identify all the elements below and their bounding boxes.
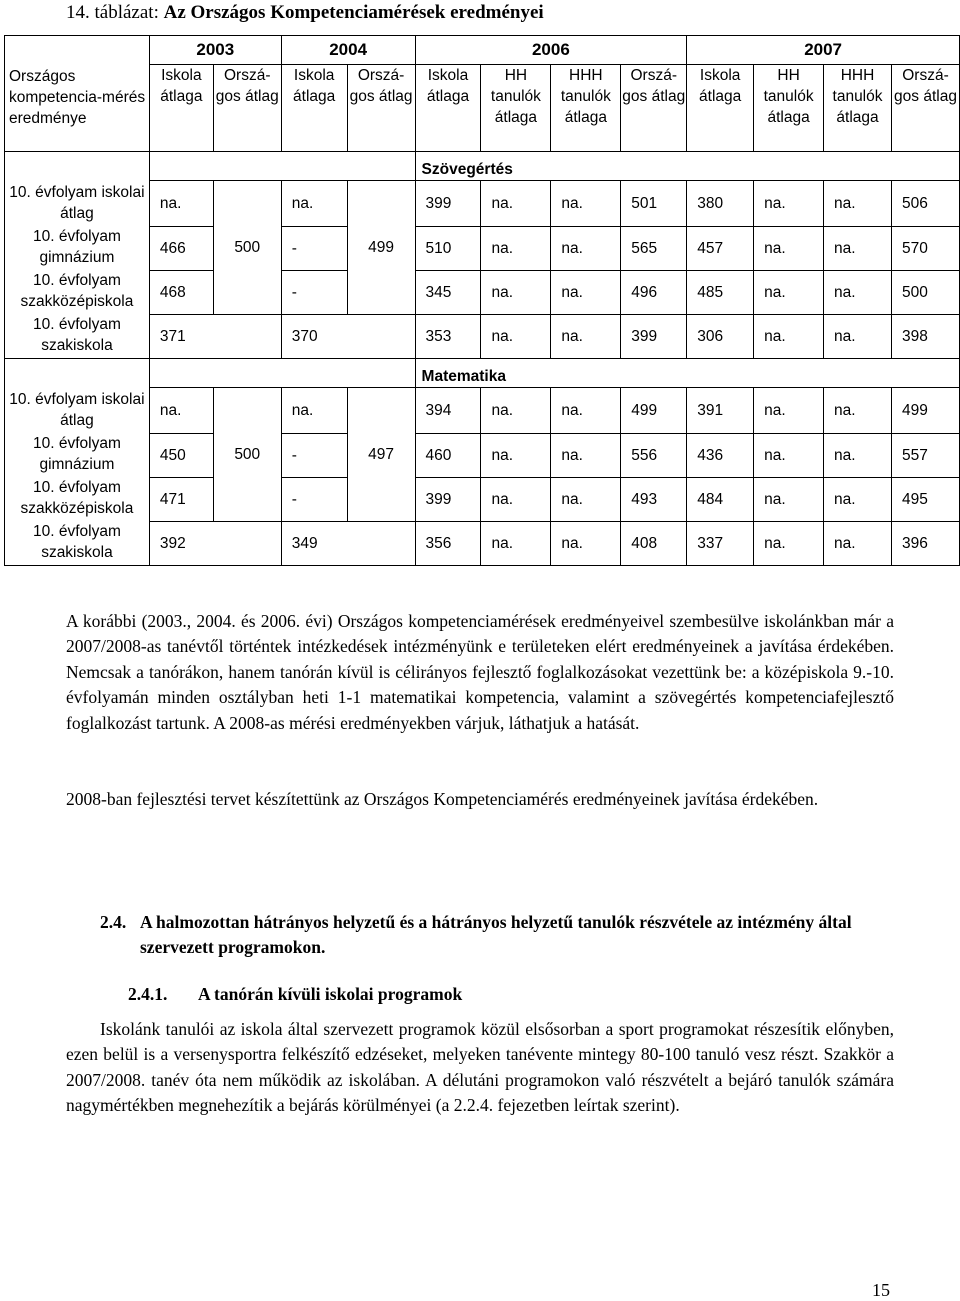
cell: na. (551, 434, 621, 478)
cell: na. (551, 315, 621, 359)
national-2004-reading: 499 (347, 181, 415, 315)
cell: na. (149, 388, 213, 434)
cell: na. (824, 181, 892, 227)
cell: 370 (281, 315, 415, 359)
cell: na. (754, 388, 824, 434)
row-label: 10. évfolyam szakiskola (32, 316, 121, 354)
cell: 496 (621, 271, 687, 315)
section-title-reading: Szövegértés (415, 152, 959, 181)
national-2004-math: 497 (347, 388, 415, 522)
cell: na. (824, 271, 892, 315)
cell: 466 (149, 227, 213, 271)
col-header: HH tanulók átlaga (481, 65, 551, 152)
national-2003-reading: 500 (213, 181, 281, 315)
cell: na. (551, 271, 621, 315)
col-header: Orszá-gos átlag (621, 65, 687, 152)
cell: na. (824, 315, 892, 359)
caption-title: Az Országos Kompetenciamérések eredményei (163, 2, 544, 23)
row-label: 10. évfolyam gimnázium (32, 228, 121, 266)
row-label: 10. évfolyam iskolai átlag (9, 184, 145, 222)
cell: 501 (621, 181, 687, 227)
cell: 337 (687, 522, 754, 566)
cell: 408 (621, 522, 687, 566)
cell: 353 (415, 315, 481, 359)
section-title-2-4: A halmozottan hátrányos helyzetű és a hátrányos helyzetű tanulók részvétele az intézmény által szervezett programokon. (140, 912, 852, 957)
cell: na. (754, 522, 824, 566)
cell: 399 (415, 478, 481, 522)
cell: na. (281, 388, 347, 434)
cell: 510 (415, 227, 481, 271)
section-number-2-4-1: 2.4.1. (128, 984, 168, 1004)
national-2003-math: 500 (213, 388, 281, 522)
cell: 506 (891, 181, 959, 227)
cell: 392 (149, 522, 281, 566)
cell: 570 (891, 227, 959, 271)
cell: 306 (687, 315, 754, 359)
cell: na. (754, 315, 824, 359)
section-number-2-4: 2.4. (100, 912, 127, 932)
cell: na. (754, 271, 824, 315)
cell: 556 (621, 434, 687, 478)
cell: na. (481, 227, 551, 271)
cell: na. (551, 388, 621, 434)
cell: - (281, 227, 347, 271)
cell: na. (824, 434, 892, 478)
cell: na. (754, 478, 824, 522)
cell: na. (481, 522, 551, 566)
cell: na. (481, 315, 551, 359)
row-label: 10. évfolyam szakiskola (32, 523, 121, 561)
row-label: 10. évfolyam gimnázium (32, 435, 121, 473)
cell: 499 (891, 388, 959, 434)
col-header: Iskola átlaga (687, 65, 754, 152)
row-label: 10. évfolyam iskolai átlag (9, 391, 145, 429)
cell: na. (754, 227, 824, 271)
cell: 399 (415, 181, 481, 227)
col-header: HHH tanulók átlaga (551, 65, 621, 152)
cell: na. (481, 478, 551, 522)
cell: 557 (891, 434, 959, 478)
paragraph-programs: Iskolánk tanulói az iskola által szervezett programok közül elsősorban a sport programokat részesítik előnyben, ezen belül is a versenysportra felkészítő edzéseket, melyeken tanévente mintegy 80-100 tanuló vesz részt. Szakkör a 2007/2008. tanév óta nem működik az iskolában. A délutáni programokon való részvételt a bejáró tanulók számára nagymértékben megnehezítik a bejárás körülményei (a 2.2.4. fejezetben leírtak szerint). (66, 1019, 894, 1116)
cell: na. (281, 181, 347, 227)
cell: na. (481, 388, 551, 434)
row-label: 10. évfolyam szakközépiskola (20, 479, 134, 517)
cell: na. (149, 181, 213, 227)
cell: 484 (687, 478, 754, 522)
col-header: HHH tanulók átlaga (824, 65, 892, 152)
cell: 380 (687, 181, 754, 227)
cell: 450 (149, 434, 213, 478)
col-header: Orszá-gos átlag (213, 65, 281, 152)
cell: 398 (891, 315, 959, 359)
year-2007: 2007 (687, 36, 960, 65)
cell: 500 (891, 271, 959, 315)
col-header: Iskola átlaga (149, 65, 213, 152)
cell: - (281, 434, 347, 478)
row-labels-math (5, 359, 150, 566)
col-header: HH tanulók átlaga (754, 65, 824, 152)
cell: na. (754, 181, 824, 227)
paragraph-plan: 2008-ban fejlesztési tervet készítettünk az Országos Kompetenciamérés eredményeinek javítása érdekében. (66, 789, 819, 809)
year-2006: 2006 (415, 36, 687, 65)
col-header: Iskola átlaga (415, 65, 481, 152)
corner-label: Országos kompetencia-mérés eredménye (5, 36, 150, 152)
cell: 565 (621, 227, 687, 271)
cell: 493 (621, 478, 687, 522)
paragraph-results: A korábbi (2003., 2004. és 2006. évi) Országos kompetenciamérések eredményeivel szembesülve iskolánkban már a 2007/2008-as tanévtől történtek intézkedések intézményünk e területeken elért eredményeinek a javítása érdekében. Nemcsak a tanórákon, hanem tanórán kívül is célirányos fejlesztő foglalkozásokat vezettünk be: a középiskola 9.-10. évfolyamán minden osztályban heti 1-1 matematikai kompetencia, valamint a szövegértés kompetenciafejlesztő foglalkozást tartunk. A 2008-as mérési eredményekben várjuk, láthatjuk a hatását. (66, 611, 894, 733)
col-header: Orszá-gos átlag (347, 65, 415, 152)
row-label: 10. évfolyam szakközépiskola (20, 272, 134, 310)
competency-results-table (4, 35, 960, 566)
cell: 356 (415, 522, 481, 566)
cell: na. (824, 388, 892, 434)
cell: 485 (687, 271, 754, 315)
col-header: Orszá-gos átlag (891, 65, 959, 152)
section-title-math: Matematika (415, 359, 959, 388)
cell: na. (551, 522, 621, 566)
cell: na. (754, 434, 824, 478)
cell: 345 (415, 271, 481, 315)
cell: na. (824, 478, 892, 522)
cell: na. (551, 181, 621, 227)
cell: 396 (891, 522, 959, 566)
year-2004: 2004 (281, 36, 415, 65)
cell: na. (551, 478, 621, 522)
cell: 436 (687, 434, 754, 478)
year-2003: 2003 (149, 36, 281, 65)
cell: 371 (149, 315, 281, 359)
cell: - (281, 271, 347, 315)
cell: 495 (891, 478, 959, 522)
col-header: Iskola átlaga (281, 65, 347, 152)
cell: 349 (281, 522, 415, 566)
cell: - (281, 478, 347, 522)
cell: 457 (687, 227, 754, 271)
cell: 399 (621, 315, 687, 359)
cell: na. (551, 227, 621, 271)
cell: na. (824, 227, 892, 271)
cell: 468 (149, 271, 213, 315)
cell: 394 (415, 388, 481, 434)
cell: 471 (149, 478, 213, 522)
row-labels-reading (5, 152, 150, 359)
section-title-2-4-1: A tanórán kívüli iskolai programok (198, 984, 463, 1004)
cell: na. (481, 181, 551, 227)
cell: na. (481, 271, 551, 315)
cell: 391 (687, 388, 754, 434)
cell: 499 (621, 388, 687, 434)
cell: na. (481, 434, 551, 478)
page-number: 15 (872, 1280, 890, 1300)
table-caption (66, 2, 544, 24)
caption-prefix: 14. táblázat: (66, 2, 159, 23)
cell: na. (824, 522, 892, 566)
cell: 460 (415, 434, 481, 478)
